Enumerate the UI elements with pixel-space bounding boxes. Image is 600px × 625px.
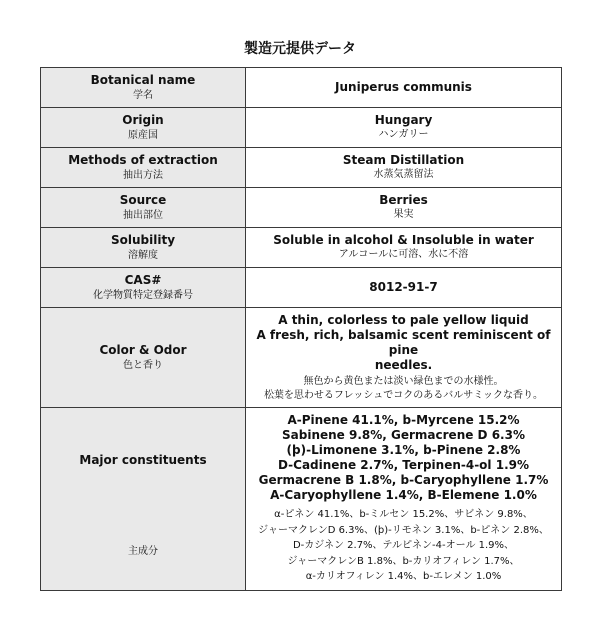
- row-label-cell: [41, 188, 246, 228]
- table-row-major-constituents: [41, 408, 562, 591]
- value-en: Berries: [379, 193, 428, 207]
- label-ja: 原産国: [128, 130, 158, 141]
- value-ja: 果実: [393, 209, 414, 220]
- label-ja: 化学物質特定登録番号: [93, 290, 193, 301]
- value-ja-line: 松葉を思わせるフレッシュでコクのあるバルサミックな香り。: [263, 389, 544, 401]
- constituents-ja: [250, 507, 557, 585]
- label-en: Source: [119, 193, 167, 207]
- value-en: Juniperus communis: [335, 80, 472, 94]
- value-ja: ハンガリー: [378, 129, 429, 140]
- table-row-botanical-name: [41, 68, 562, 108]
- constituent-ja-line: α-ピネン 41.1%、b-ミルセン 15.2%、サビネン 9.8%、: [274, 509, 533, 521]
- label-en: Methods of extraction: [68, 153, 218, 167]
- constituent-line: A-Pinene 41.1%, b-Myrcene 15.2%: [287, 413, 520, 428]
- value-ja-line: 無色から黄色または淡い緑色までの水様性。: [303, 375, 504, 387]
- constituents-en: [250, 413, 557, 503]
- constituent-ja-line: ジャーマクレンD 6.3%、(þ)-リモネン 3.1%、b-ピネン 2.8%、: [258, 524, 549, 536]
- value-en-line: A fresh, rich, balsamic scent reminiscent of pine: [256, 327, 551, 357]
- value-ja: アルコールに可溶、水に不溶: [338, 249, 469, 260]
- value-en-line: needles.: [374, 357, 433, 372]
- label-en: Major constituents: [79, 453, 207, 467]
- label-ja: 抽出部位: [123, 210, 163, 221]
- table-row-source: [41, 188, 562, 228]
- row-label-cell: [41, 268, 246, 308]
- row-value-cell: [246, 308, 562, 408]
- label-en: Color & Odor: [99, 343, 187, 357]
- row-value-cell: [246, 148, 562, 188]
- product-data-table: [40, 67, 562, 591]
- value-en-line: A thin, colorless to pale yellow liquid: [278, 312, 529, 327]
- row-label-cell: [41, 148, 246, 188]
- row-label-cell: [41, 308, 246, 408]
- constituent-ja-line: ジャーマクレンB 1.8%、b-カリオフィレン 1.7%、: [287, 555, 520, 567]
- constituent-line: Sabinene 9.8%, Germacrene D 6.3%: [282, 428, 525, 443]
- label-ja: 学名: [133, 90, 153, 101]
- label-en: CAS#: [124, 273, 162, 287]
- row-value-cell: [246, 268, 562, 308]
- row-value-cell: [246, 408, 562, 591]
- constituent-ja-line: α-カリオフィレン 1.4%、b-エレメン 1.0%: [305, 571, 502, 583]
- value-en: Soluble in alcohol & Insoluble in water: [273, 233, 534, 247]
- row-label-cell: [41, 108, 246, 148]
- row-value-cell: [246, 228, 562, 268]
- value-en: 8012-91-7: [369, 280, 438, 294]
- constituent-line: (þ)-Limonene 3.1%, b-Pinene 2.8%: [286, 443, 521, 458]
- row-label-cell: [41, 228, 246, 268]
- constituent-line: A-Caryophyllene 1.4%, B-Elemene 1.0%: [270, 488, 537, 503]
- constituent-line: D-Cadinene 2.7%, Terpinen-4-ol 1.9%: [277, 458, 530, 473]
- table-row-color-and-odor: [41, 308, 562, 408]
- row-label-cell: [41, 408, 246, 591]
- constituent-ja-line: D-カジネン 2.7%、テルピネン-4-オール 1.9%、: [292, 540, 515, 552]
- label-ja: 主成分: [128, 546, 158, 557]
- table-row-solubility: [41, 228, 562, 268]
- value-en: Hungary: [374, 113, 433, 127]
- label-ja: 色と香り: [123, 360, 163, 371]
- label-en: Solubility: [110, 233, 176, 247]
- row-label-cell: [41, 68, 246, 108]
- table-row-methods-of-extraction: [41, 148, 562, 188]
- constituent-line: Germacrene B 1.8%, b-Caryophyllene 1.7%: [258, 473, 549, 488]
- value-en: Steam Distillation: [342, 153, 465, 167]
- label-en: Botanical name: [90, 73, 196, 87]
- row-value-cell: [246, 188, 562, 228]
- table-row-cas-number: [41, 268, 562, 308]
- value-ja: 水蒸気蒸留法: [373, 169, 434, 180]
- page-title: 製造元提供データ: [244, 41, 356, 57]
- label-ja: 溶解度: [128, 250, 158, 261]
- label-en: Origin: [122, 113, 164, 127]
- row-value-cell: [246, 108, 562, 148]
- table-row-origin: [41, 108, 562, 148]
- label-ja: 抽出方法: [123, 170, 163, 181]
- row-value-cell: [246, 68, 562, 108]
